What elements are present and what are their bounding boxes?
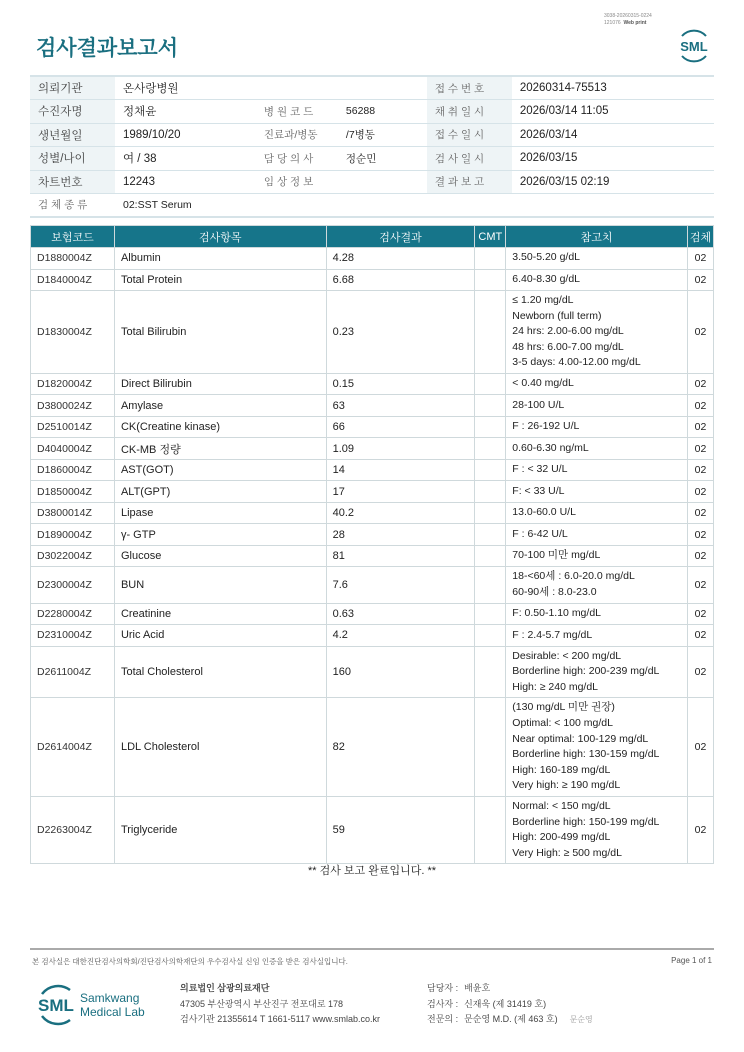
- specimen-code: 02: [687, 373, 713, 395]
- test-result: 4.28: [326, 248, 475, 270]
- reference-range: [506, 698, 688, 797]
- table-row: [31, 395, 714, 417]
- patient-info-table: [30, 75, 714, 218]
- staff-value: 신재욱 (제 31419 호): [464, 998, 547, 1009]
- specimen-code: 02: [687, 269, 713, 291]
- info-row-specimen: [30, 194, 714, 217]
- results-table: [30, 225, 714, 864]
- report-complete-text: ** 검사 보고 완료입니다. **: [307, 865, 437, 877]
- meta-web-print: Web print: [623, 20, 647, 26]
- test-result: 63: [326, 395, 475, 417]
- table-row: [31, 545, 714, 567]
- column-header: 참고치: [506, 226, 688, 248]
- insurance-code: D3800014Z: [31, 502, 115, 524]
- specimen-code: 02: [687, 567, 713, 603]
- cmt: [475, 567, 506, 603]
- insurance-code: D3800024Z: [31, 395, 115, 417]
- cmt: [475, 291, 506, 374]
- reference-line: (130 mg/dL 미만 권장): [512, 701, 615, 714]
- table-row: [31, 797, 714, 864]
- test-name: BUN: [114, 567, 326, 603]
- info-label: 임 상 정 보: [256, 170, 338, 194]
- info-value: 온사랑병원: [115, 76, 256, 100]
- info-label: 차트번호: [30, 170, 115, 194]
- test-name: Uric Acid: [114, 625, 326, 647]
- test-name: γ- GTP: [114, 524, 326, 546]
- cmt: [475, 545, 506, 567]
- table-row: [31, 646, 714, 698]
- info-label: 성별/나이: [30, 147, 115, 171]
- info-value: 20260314-75513: [512, 76, 714, 100]
- specimen-code: 02: [687, 416, 713, 438]
- table-row: [31, 269, 714, 291]
- specimen-code: 02: [687, 248, 713, 270]
- test-result: 14: [326, 459, 475, 481]
- table-row: [31, 567, 714, 603]
- column-header: 검사결과: [326, 226, 475, 248]
- test-name: Total Bilirubin: [114, 291, 326, 374]
- specimen-code: 02: [687, 698, 713, 797]
- info-row: [30, 147, 714, 171]
- reference-range: [506, 524, 688, 546]
- staff-info: [427, 981, 593, 1028]
- cmt: [475, 698, 506, 797]
- insurance-code: D4040004Z: [31, 438, 115, 460]
- info-value: 정채윤: [115, 100, 256, 124]
- org-name: 의료법인 삼광의료재단: [180, 983, 270, 993]
- specimen-code: 02: [687, 625, 713, 647]
- info-value: [338, 170, 427, 194]
- test-name: Glucose: [114, 545, 326, 567]
- reference-line: F : 6-42 U/L: [512, 527, 568, 540]
- reference-range: [506, 269, 688, 291]
- reference-line: 48 hrs: 6.00-7.00 mg/dL: [512, 340, 624, 353]
- reference-line: 24 hrs: 2.00-6.00 mg/dL: [512, 325, 624, 338]
- reference-line: 70-100 미만 mg/dL: [512, 549, 601, 562]
- staff-label: 전문의 :: [427, 1014, 459, 1024]
- info-value: 2026/03/15 02:19: [512, 170, 714, 194]
- specimen-code: 02: [687, 481, 713, 503]
- staff-label: 담당자 :: [427, 983, 459, 993]
- reference-range: [506, 625, 688, 647]
- staff-label: 검사자 :: [427, 998, 459, 1009]
- specimen-code: 02: [687, 797, 713, 864]
- reference-range: [506, 395, 688, 417]
- table-row: [31, 625, 714, 647]
- cmt: [475, 248, 506, 270]
- reference-line: Borderline high: 200-239 mg/dL: [512, 665, 660, 678]
- insurance-code: D1820004Z: [31, 373, 115, 395]
- info-value: 2026/03/15: [512, 147, 714, 171]
- print-meta: [604, 13, 652, 27]
- page-number: Page 1 of 1: [671, 956, 712, 965]
- test-result: 40.2: [326, 502, 475, 524]
- info-label: 수진자명: [30, 100, 115, 124]
- test-name: Total Protein: [114, 269, 326, 291]
- reference-line: F : 2.4-5.7 mg/dL: [512, 628, 593, 641]
- reference-line: Desirable: < 200 mg/dL: [512, 649, 622, 662]
- footer-divider: [30, 948, 714, 950]
- specimen-code: 02: [687, 438, 713, 460]
- insurance-code: D2611004Z: [31, 646, 115, 698]
- test-result: 1.09: [326, 438, 475, 460]
- svg-text:SML: SML: [38, 996, 74, 1015]
- info-label: 생년월일: [30, 123, 115, 147]
- test-name: CK-MB 정량: [114, 438, 326, 460]
- info-label: 검 사 일 시: [427, 147, 512, 171]
- info-row: [30, 123, 714, 147]
- org-address: 47305 부산광역시 부산진구 전포대로 178: [180, 998, 344, 1009]
- staff-line: [427, 981, 593, 997]
- cmt: [475, 269, 506, 291]
- test-result: 81: [326, 545, 475, 567]
- specimen-code: 02: [687, 291, 713, 374]
- reference-line: Very high: ≥ 190 mg/dL: [512, 779, 621, 792]
- info-value: /7병동: [338, 123, 427, 147]
- reference-line: F: 0.50-1.10 mg/dL: [512, 607, 601, 620]
- info-value: 여 / 38: [115, 147, 256, 171]
- test-name: AST(GOT): [114, 459, 326, 481]
- table-row: [31, 524, 714, 546]
- test-result: 59: [326, 797, 475, 864]
- info-label: 병 원 코 드: [256, 100, 338, 124]
- test-result: 28: [326, 524, 475, 546]
- reference-range: [506, 459, 688, 481]
- insurance-code: D2263004Z: [31, 797, 115, 864]
- info-value: 정순민: [338, 147, 427, 171]
- cmt: [475, 459, 506, 481]
- reference-line: 3.50-5.20 g/dL: [512, 251, 581, 264]
- svg-text:SML: SML: [680, 39, 708, 54]
- staff-line: [427, 1012, 593, 1028]
- test-name: CK(Creatine kinase): [114, 416, 326, 438]
- test-result: 17: [326, 481, 475, 503]
- reference-range: [506, 567, 688, 603]
- insurance-code: D2310004Z: [31, 625, 115, 647]
- reference-range: [506, 438, 688, 460]
- reference-line: Newborn (full term): [512, 309, 602, 322]
- info-value: 2026/03/14: [512, 123, 714, 147]
- cmt: [475, 797, 506, 864]
- table-row: [31, 438, 714, 460]
- insurance-code: D1850004Z: [31, 481, 115, 503]
- reference-range: [506, 797, 688, 864]
- info-value: 12243: [115, 170, 256, 194]
- insurance-code: D1890004Z: [31, 524, 115, 546]
- reference-line: 13.0-60.0 U/L: [512, 506, 576, 519]
- reference-line: 18-<60세 : 6.0-20.0 mg/dL: [512, 570, 635, 583]
- insurance-code: D2510014Z: [31, 416, 115, 438]
- specimen-code: 02: [687, 502, 713, 524]
- reference-line: High: 160-189 mg/dL: [512, 763, 611, 776]
- sml-logo: [674, 26, 714, 66]
- certification-text: 본 검사실은 대한진단검사의학회/진단검사의학재단의 우수검사실 신임 인증을 받은 검사실입니다.: [32, 957, 348, 966]
- insurance-code: D1830004Z: [31, 291, 115, 374]
- column-header: 보험코드: [31, 226, 115, 248]
- cmt: [475, 373, 506, 395]
- cmt: [475, 481, 506, 503]
- reference-line: F : < 32 U/L: [512, 463, 568, 476]
- reference-range: [506, 545, 688, 567]
- test-result: 82: [326, 698, 475, 797]
- reference-line: F : 26-192 U/L: [512, 420, 580, 433]
- reference-range: [506, 373, 688, 395]
- test-name: Lipase: [114, 502, 326, 524]
- table-row: [31, 291, 714, 374]
- column-header: CMT: [475, 226, 506, 248]
- info-label: 담 당 의 사: [256, 147, 338, 171]
- reference-range: [506, 502, 688, 524]
- cmt: [475, 438, 506, 460]
- reference-line: ≤ 1.20 mg/dL: [512, 294, 574, 306]
- reference-line: F: < 33 U/L: [512, 484, 565, 497]
- info-row: [30, 170, 714, 194]
- reference-line: Borderline high: 130-159 mg/dL: [512, 748, 660, 761]
- test-name: Direct Bilirubin: [114, 373, 326, 395]
- column-header: 검사항목: [114, 226, 326, 248]
- org-contact: 검사기관 21355614 T 1661-5117 www.smlab.co.kr: [180, 1014, 381, 1024]
- insurance-code: D1860004Z: [31, 459, 115, 481]
- info-value: 2026/03/14 11:05: [512, 100, 714, 124]
- info-value: 56288: [338, 100, 427, 124]
- page-title: 검사결과보고서: [36, 37, 179, 60]
- test-result: 160: [326, 646, 475, 698]
- cmt: [475, 416, 506, 438]
- test-result: 0.63: [326, 603, 475, 625]
- test-name: Amylase: [114, 395, 326, 417]
- reference-line: 6.40-8.30 g/dL: [512, 272, 581, 285]
- insurance-code: D2614004Z: [31, 698, 115, 797]
- meta-code: 121076: [604, 20, 621, 26]
- staff-line: [427, 997, 593, 1013]
- test-result: 0.23: [326, 291, 475, 374]
- info-label: 진료과/병동: [256, 123, 338, 147]
- specimen-code: 02: [687, 524, 713, 546]
- reference-line: < 0.40 mg/dL: [512, 377, 574, 390]
- staff-value: 배윤호: [464, 983, 491, 993]
- reference-range: [506, 603, 688, 625]
- meta-id: 3038-20260315-0224: [604, 13, 652, 19]
- test-result: 66: [326, 416, 475, 438]
- reference-range: [506, 481, 688, 503]
- reference-line: 60-90세 : 8.0-23.0: [512, 586, 597, 599]
- specimen-code: 02: [687, 603, 713, 625]
- test-name: Total Cholesterol: [114, 646, 326, 698]
- reference-line: 3-5 days: 4.00-12.00 mg/dL: [512, 356, 641, 369]
- reference-range: [506, 248, 688, 270]
- info-value: 1989/10/20: [115, 123, 256, 147]
- test-name: Albumin: [114, 248, 326, 270]
- reference-line: Normal: < 150 mg/dL: [512, 800, 611, 812]
- cmt: [475, 502, 506, 524]
- reference-line: Optimal: < 100 mg/dL: [512, 717, 613, 730]
- table-row: [31, 481, 714, 503]
- reference-range: [506, 291, 688, 374]
- specimen-code: 02: [687, 646, 713, 698]
- test-result: 0.15: [326, 373, 475, 395]
- info-label: [256, 76, 338, 100]
- cmt: [475, 603, 506, 625]
- organization-info: [180, 981, 380, 1028]
- reference-line: High: 200-499 mg/dL: [512, 831, 611, 844]
- svg-text:Medical Lab: Medical Lab: [80, 1005, 145, 1019]
- specimen-value: 02:SST Serum: [115, 194, 714, 217]
- insurance-code: D3022004Z: [31, 545, 115, 567]
- reference-line: Borderline high: 150-199 mg/dL: [512, 815, 660, 828]
- table-row: [31, 502, 714, 524]
- specimen-label: 검 체 종 류: [30, 194, 115, 217]
- reference-line: 28-100 U/L: [512, 398, 565, 411]
- specimen-code: 02: [687, 459, 713, 481]
- info-label: 의뢰기관: [30, 76, 115, 100]
- staff-value: 문순영 M.D. (제 463 호): [464, 1014, 558, 1024]
- reference-range: [506, 646, 688, 698]
- info-label: 접 수 번 호: [427, 76, 512, 100]
- table-row: [31, 459, 714, 481]
- cmt: [475, 524, 506, 546]
- test-name: ALT(GPT): [114, 481, 326, 503]
- signature: 문순영: [569, 1015, 593, 1024]
- reference-line: Near optimal: 100-129 mg/dL: [512, 732, 649, 745]
- info-row: [30, 100, 714, 124]
- test-name: Triglyceride: [114, 797, 326, 864]
- info-label: 채 취 일 시: [427, 100, 512, 124]
- test-result: 6.68: [326, 269, 475, 291]
- info-value: [338, 76, 427, 100]
- test-name: Creatinine: [114, 603, 326, 625]
- table-row: [31, 373, 714, 395]
- test-result: 7.6: [326, 567, 475, 603]
- test-name: LDL Cholesterol: [114, 698, 326, 797]
- info-label: 접 수 일 시: [427, 123, 512, 147]
- insurance-code: D1840004Z: [31, 269, 115, 291]
- reference-line: 0.60-6.30 ng/mL: [512, 441, 589, 454]
- cmt: [475, 625, 506, 647]
- table-row: [31, 248, 714, 270]
- samkwang-logo: [36, 980, 156, 1028]
- specimen-code: 02: [687, 545, 713, 567]
- cmt: [475, 646, 506, 698]
- reference-line: High: ≥ 240 mg/dL: [512, 680, 599, 693]
- info-label: 결 과 보 고: [427, 170, 512, 194]
- reference-range: [506, 416, 688, 438]
- reference-line: Very High: ≥ 500 mg/dL: [512, 846, 622, 859]
- test-result: 4.2: [326, 625, 475, 647]
- table-row: [31, 698, 714, 797]
- insurance-code: D2280004Z: [31, 603, 115, 625]
- insurance-code: D2300004Z: [31, 567, 115, 603]
- table-row: [31, 603, 714, 625]
- cmt: [475, 395, 506, 417]
- svg-text:Samkwang: Samkwang: [80, 991, 140, 1005]
- column-header: 검체: [687, 226, 713, 248]
- table-row: [31, 416, 714, 438]
- insurance-code: D1880004Z: [31, 248, 115, 270]
- specimen-code: 02: [687, 395, 713, 417]
- info-row: [30, 76, 714, 100]
